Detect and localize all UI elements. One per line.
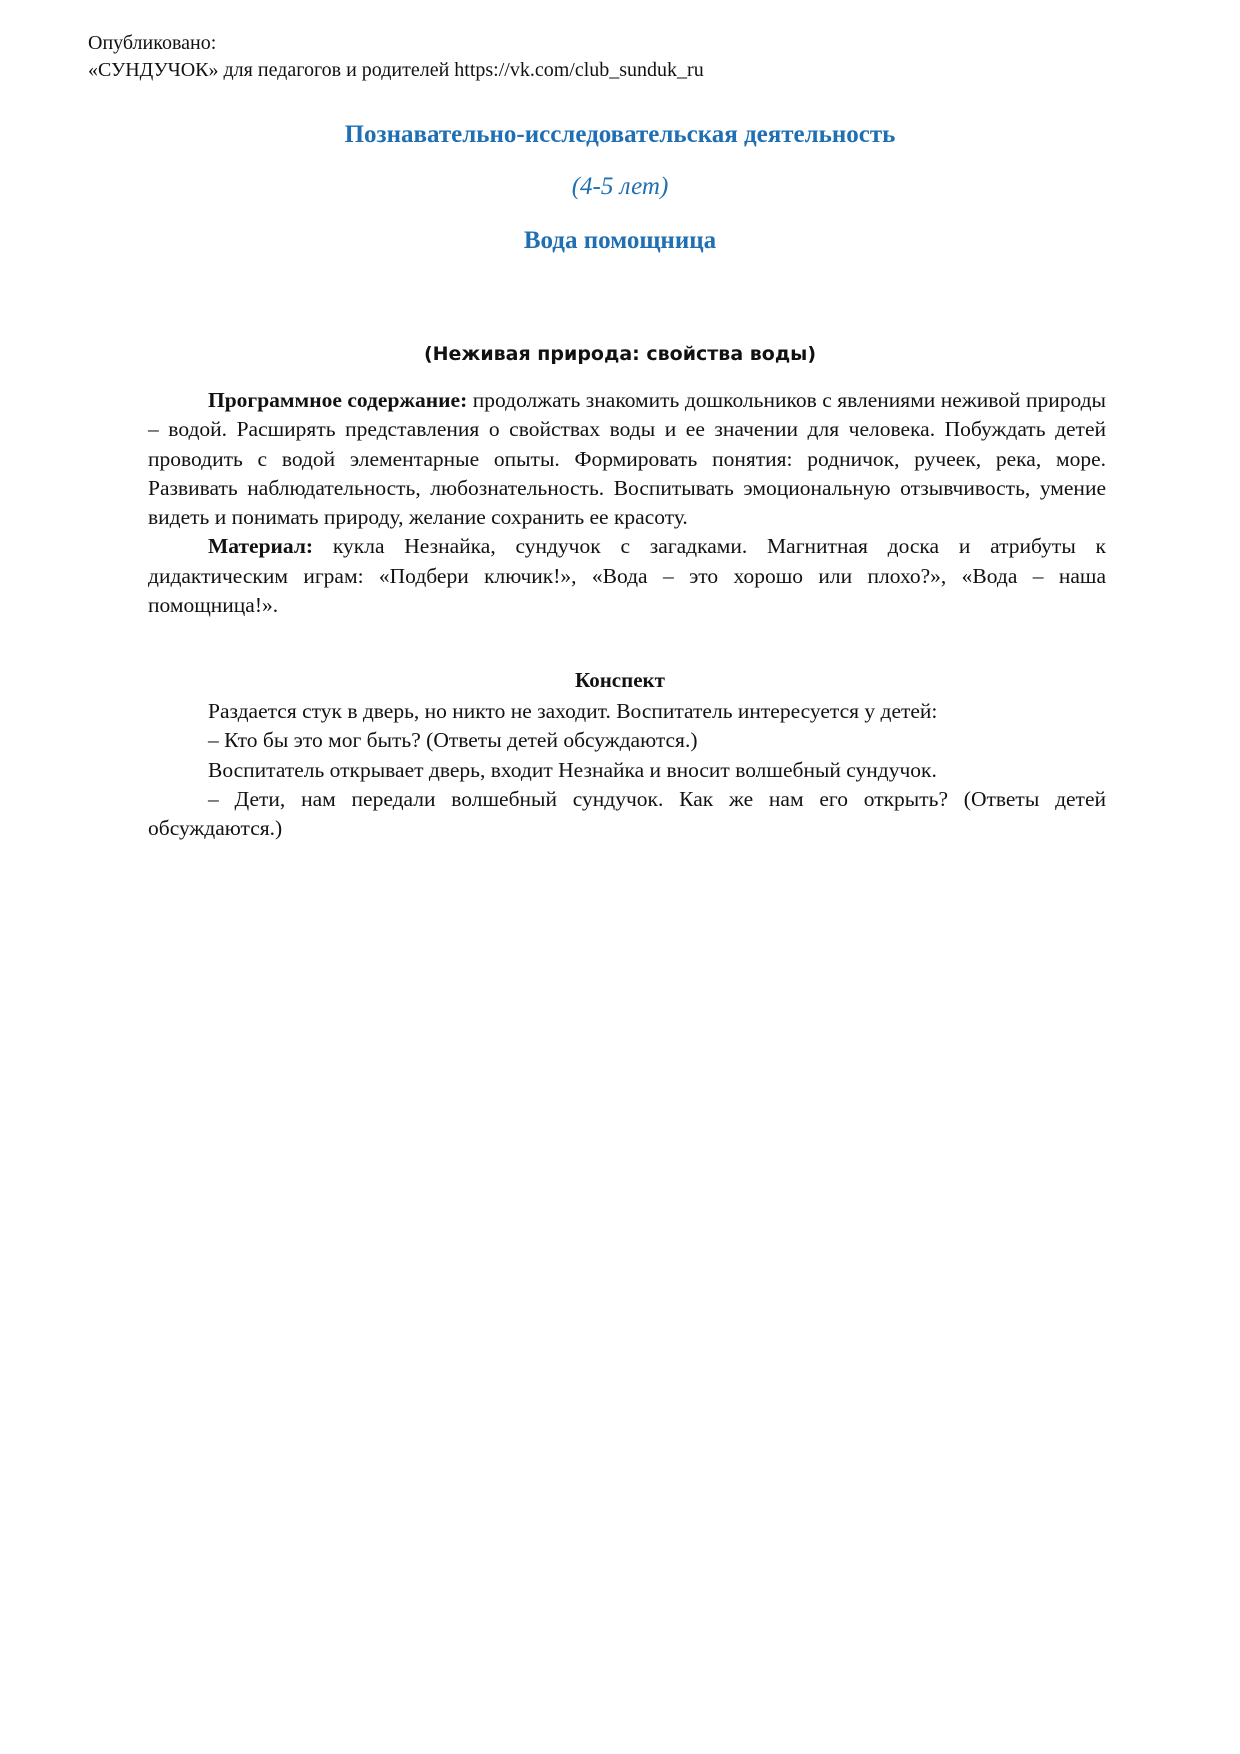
lesson-subtitle: (Неживая природа: свойства воды) xyxy=(423,343,817,365)
program-label: Программное содержание: xyxy=(208,388,468,412)
publication-note xyxy=(88,30,704,84)
konspekt-paragraph: – Дети, нам передали волшебный сундучок. Как же нам его открыть? (Ответы детей обсуждаются.) xyxy=(148,786,1106,841)
material-label: Материал: xyxy=(208,534,314,559)
program-paragraph xyxy=(148,386,1106,532)
lesson-topic: Вода помощница xyxy=(523,227,717,254)
age-range: (4-5 лет) xyxy=(571,173,669,200)
lesson-description xyxy=(148,386,1106,620)
material-text: кукла Незнайка, сундучок с загадками. Магнитная доска и атрибуты к дидактическим играм: «Подбери ключик!», «Вода – это хорошо или плохо?», «Вода – наша помощница!». xyxy=(148,534,1106,618)
konspekt-paragraph: Раздается стук в дверь, но никто не заходит. Воспитатель интересуется у детей: xyxy=(208,699,938,723)
material-paragraph xyxy=(148,532,1106,620)
publication-line-2: «СУНДУЧОК» для педагогов и родителей https://vk.com/club_sunduk_ru xyxy=(88,59,704,81)
konspekt-paragraph: Воспитатель открывает дверь, входит Незнайка и вносит волшебный сундучок. xyxy=(208,757,937,782)
konspekt-body xyxy=(148,697,1106,843)
konspekt-paragraph: – Кто бы это мог быть? (Ответы детей обсуждаются.) xyxy=(208,728,698,753)
konspekt-heading: Конспект xyxy=(575,668,665,692)
publication-line-1: Опубликовано: xyxy=(88,32,217,54)
program-text: продолжать знакомить дошкольников с явлениями неживой природы – водой. Расширять представления о свойствах воды и ее значении для человека. Побуждать детей проводить с водой элементарные опыты. Формировать понятия: родничок, ручеек, река, море. Развивать наблюдательность, любознательность. Воспитывать эмоциональную отзывчивость, умение видеть и понимать природу, желание сохранить ее красоту. xyxy=(148,388,1106,530)
document-title: Познавательно-исследовательская деятельность xyxy=(344,121,896,148)
